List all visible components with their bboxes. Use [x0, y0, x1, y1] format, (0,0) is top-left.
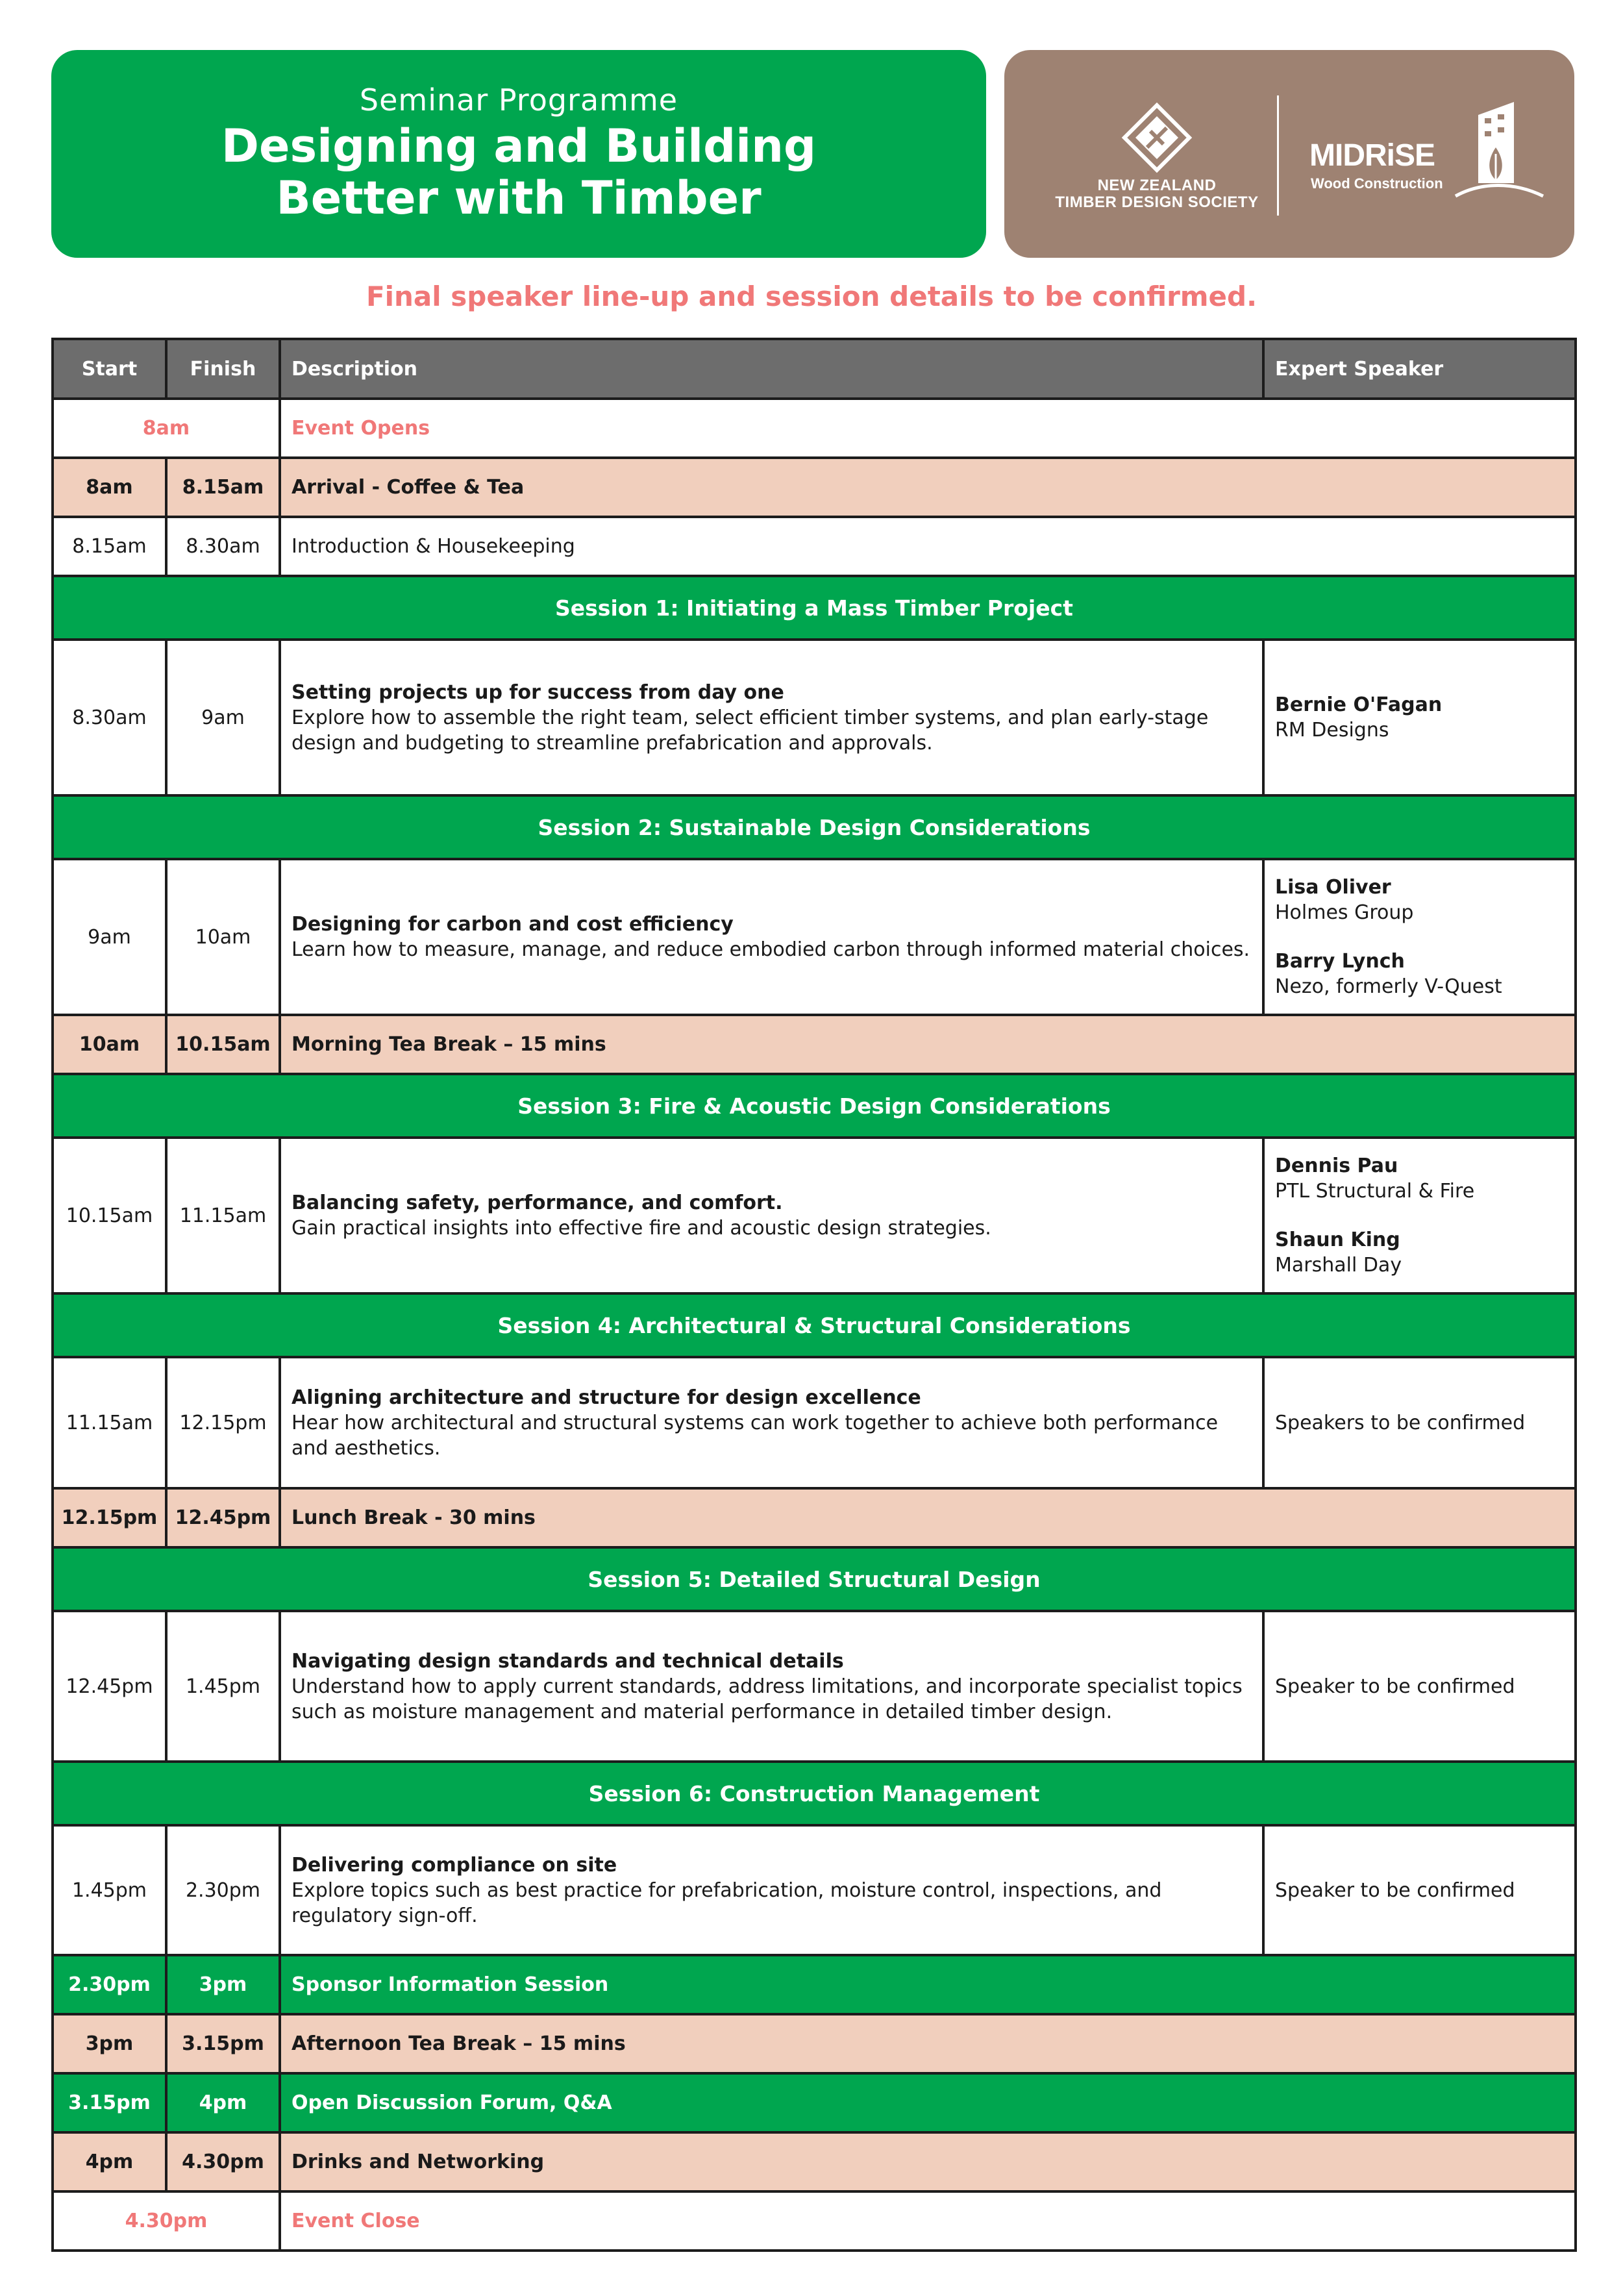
speaker-org: Marshall Day [1275, 1254, 1402, 1277]
table-row [53, 1825, 1576, 1955]
row-description: Introduction & Housekeeping [280, 517, 1576, 576]
session-heading-row [53, 1074, 1576, 1138]
row-description: Open Discussion Forum, Q&A [280, 2073, 1576, 2132]
finish-time: 8.30am [166, 517, 280, 576]
finish-time: 8.15am [166, 458, 280, 517]
table-row [53, 2014, 1576, 2073]
finish-time: 12.45pm [166, 1488, 280, 1547]
start-time: 12.15pm [53, 1488, 166, 1547]
topic-cell [280, 1357, 1263, 1488]
finish-time: 3.15pm [166, 2014, 280, 2073]
speaker-org: PTL Structural & Fire [1275, 1180, 1475, 1203]
title-line-2: Better with Timber [276, 171, 762, 225]
session-heading: Session 5: Detailed Structural Design [53, 1547, 1576, 1611]
start-time: 12.45pm [53, 1611, 166, 1762]
topic-cell [280, 1611, 1263, 1762]
speaker-org: Nezo, formerly V-Quest [1275, 975, 1502, 998]
logo-panel [1004, 50, 1574, 258]
midrise-wordmark: MIDRiSE [1309, 138, 1435, 173]
table-row [53, 458, 1576, 517]
topic-text: Understand how to apply current standards, address limitations, and incorporate specialist topics such as moisture management and material performance in detailed timber design. [291, 1675, 1243, 1723]
session-heading: Session 3: Fire & Acoustic Design Considerations [53, 1074, 1576, 1138]
event-open-label: Event Opens [280, 399, 1576, 458]
row-description: Lunch Break - 30 mins [280, 1488, 1576, 1547]
nztds-logo [1050, 102, 1264, 212]
table-row [53, 1955, 1576, 2014]
speaker-name: Bernie O'Fagan [1275, 693, 1443, 716]
start-time: 8.15am [53, 517, 166, 576]
session-heading-row [53, 1293, 1576, 1357]
start-time: 4pm [53, 2132, 166, 2191]
finish-time: 4.30pm [166, 2132, 280, 2191]
table-row [53, 1138, 1576, 1293]
session-heading-row [53, 1547, 1576, 1611]
session-heading: Session 4: Architectural & Structural Considerations [53, 1293, 1576, 1357]
start-time: 1.45pm [53, 1825, 166, 1955]
topic-cell [280, 640, 1263, 795]
row-description: Morning Tea Break – 15 mins [280, 1015, 1576, 1074]
session-heading: Session 1: Initiating a Mass Timber Project [53, 576, 1576, 640]
table-row [53, 1015, 1576, 1074]
table-row [53, 2132, 1576, 2191]
nztds-text-line-1: NEW ZEALAND [1097, 177, 1217, 194]
start-time: 3pm [53, 2014, 166, 2073]
table-row [53, 2191, 1576, 2251]
finish-time: 9am [166, 640, 280, 795]
nztds-logo-icon [1121, 102, 1193, 173]
topic-text: Explore how to assemble the right team, select efficient timber systems, and plan early-stage design and budgeting to streamline prefabrication and approvals. [291, 706, 1209, 755]
table-row [53, 1611, 1576, 1762]
row-description: Drinks and Networking [280, 2132, 1576, 2191]
table-header-row [53, 339, 1576, 399]
page-title [51, 120, 986, 224]
topic-text: Hear how architectural and structural systems can work together to achieve both performance and aesthetics. [291, 1411, 1219, 1460]
speaker-cell: Speaker to be confirmed [1263, 1611, 1576, 1762]
column-header-speaker: Expert Speaker [1263, 339, 1576, 399]
speaker-cell [1263, 859, 1576, 1015]
table-row [53, 2073, 1576, 2132]
event-open-time: 8am [53, 399, 280, 458]
speaker-cell: Speakers to be confirmed [1263, 1357, 1576, 1488]
speaker-org: RM Designs [1275, 719, 1389, 742]
finish-time: 12.15pm [166, 1357, 280, 1488]
start-time: 10am [53, 1015, 166, 1074]
topic-title: Delivering compliance on site [291, 1853, 617, 1877]
logo-divider [1277, 95, 1279, 216]
finish-time: 1.45pm [166, 1611, 280, 1762]
finish-time: 10.15am [166, 1015, 280, 1074]
midrise-subtitle: Wood Construction [1311, 175, 1443, 192]
session-heading: Session 2: Sustainable Design Considerations [53, 795, 1576, 859]
column-header-description: Description [280, 339, 1263, 399]
speaker-name: Shaun King [1275, 1229, 1400, 1251]
finish-time: 4pm [166, 2073, 280, 2132]
speaker-name: Barry Lynch [1275, 950, 1405, 973]
start-time: 10.15am [53, 1138, 166, 1293]
column-header-finish: Finish [166, 339, 280, 399]
row-description: Sponsor Information Session [280, 1955, 1576, 2014]
topic-title: Aligning architecture and structure for design excellence [291, 1386, 921, 1409]
speaker-org: Holmes Group [1275, 901, 1414, 924]
finish-time: 3pm [166, 1955, 280, 2014]
topic-text: Explore topics such as best practice for prefabrication, moisture control, inspections, and regulatory sign-off. [291, 1878, 1162, 1927]
table-row [53, 859, 1576, 1015]
start-time: 9am [53, 859, 166, 1015]
nztds-text-line-2: TIMBER DESIGN SOCIETY [1055, 193, 1259, 211]
row-description: Afternoon Tea Break – 15 mins [280, 2014, 1576, 2073]
start-time: 8.30am [53, 640, 166, 795]
finish-time: 11.15am [166, 1138, 280, 1293]
speaker-cell [1263, 1138, 1576, 1293]
speaker-spacer [1275, 1204, 1564, 1227]
table-row [53, 517, 1576, 576]
building-leaf-icon [1449, 99, 1546, 209]
session-heading-row [53, 1762, 1576, 1825]
topic-title: Designing for carbon and cost efficiency [291, 913, 734, 936]
finish-time: 2.30pm [166, 1825, 280, 1955]
event-close-time: 4.30pm [53, 2191, 280, 2251]
topic-text: Gain practical insights into effective fire and acoustic design strategies. [291, 1217, 991, 1240]
title-line-1: Designing and Building [221, 119, 817, 173]
start-time: 3.15pm [53, 2073, 166, 2132]
confirmation-notice: Final speaker line-up and session details to be confirmed. [365, 281, 1258, 312]
topic-cell [280, 859, 1263, 1015]
session-heading-row [53, 576, 1576, 640]
start-time: 8am [53, 458, 166, 517]
session-heading: Session 6: Construction Management [53, 1762, 1576, 1825]
table-row [53, 1488, 1576, 1547]
table-row [53, 1357, 1576, 1488]
row-description: Arrival - Coffee & Tea [280, 458, 1576, 517]
topic-title: Navigating design standards and technical details [291, 1649, 844, 1673]
topic-text: Learn how to measure, manage, and reduce embodied carbon through informed material choices. [291, 938, 1250, 961]
table-row [53, 399, 1576, 458]
topic-cell [280, 1138, 1263, 1293]
event-close-label: Event Close [280, 2191, 1576, 2251]
speaker-cell: Speaker to be confirmed [1263, 1825, 1576, 1955]
programme-table [51, 338, 1577, 2252]
start-time: 11.15am [53, 1357, 166, 1488]
midrise-logo [1309, 99, 1543, 209]
table-row [53, 640, 1576, 795]
speaker-cell [1263, 640, 1576, 795]
header-banner [51, 50, 986, 258]
topic-title: Setting projects up for success from day one [291, 680, 784, 704]
speaker-spacer [1275, 925, 1564, 949]
speaker-name: Dennis Pau [1275, 1154, 1398, 1177]
start-time: 2.30pm [53, 1955, 166, 2014]
session-heading-row [53, 795, 1576, 859]
topic-title: Balancing safety, performance, and comfort. [291, 1192, 783, 1214]
column-header-start: Start [53, 339, 166, 399]
finish-time: 10am [166, 859, 280, 1015]
speaker-name: Lisa Oliver [1275, 876, 1391, 899]
topic-cell [280, 1825, 1263, 1955]
header-subtitle: Seminar Programme [359, 82, 678, 118]
